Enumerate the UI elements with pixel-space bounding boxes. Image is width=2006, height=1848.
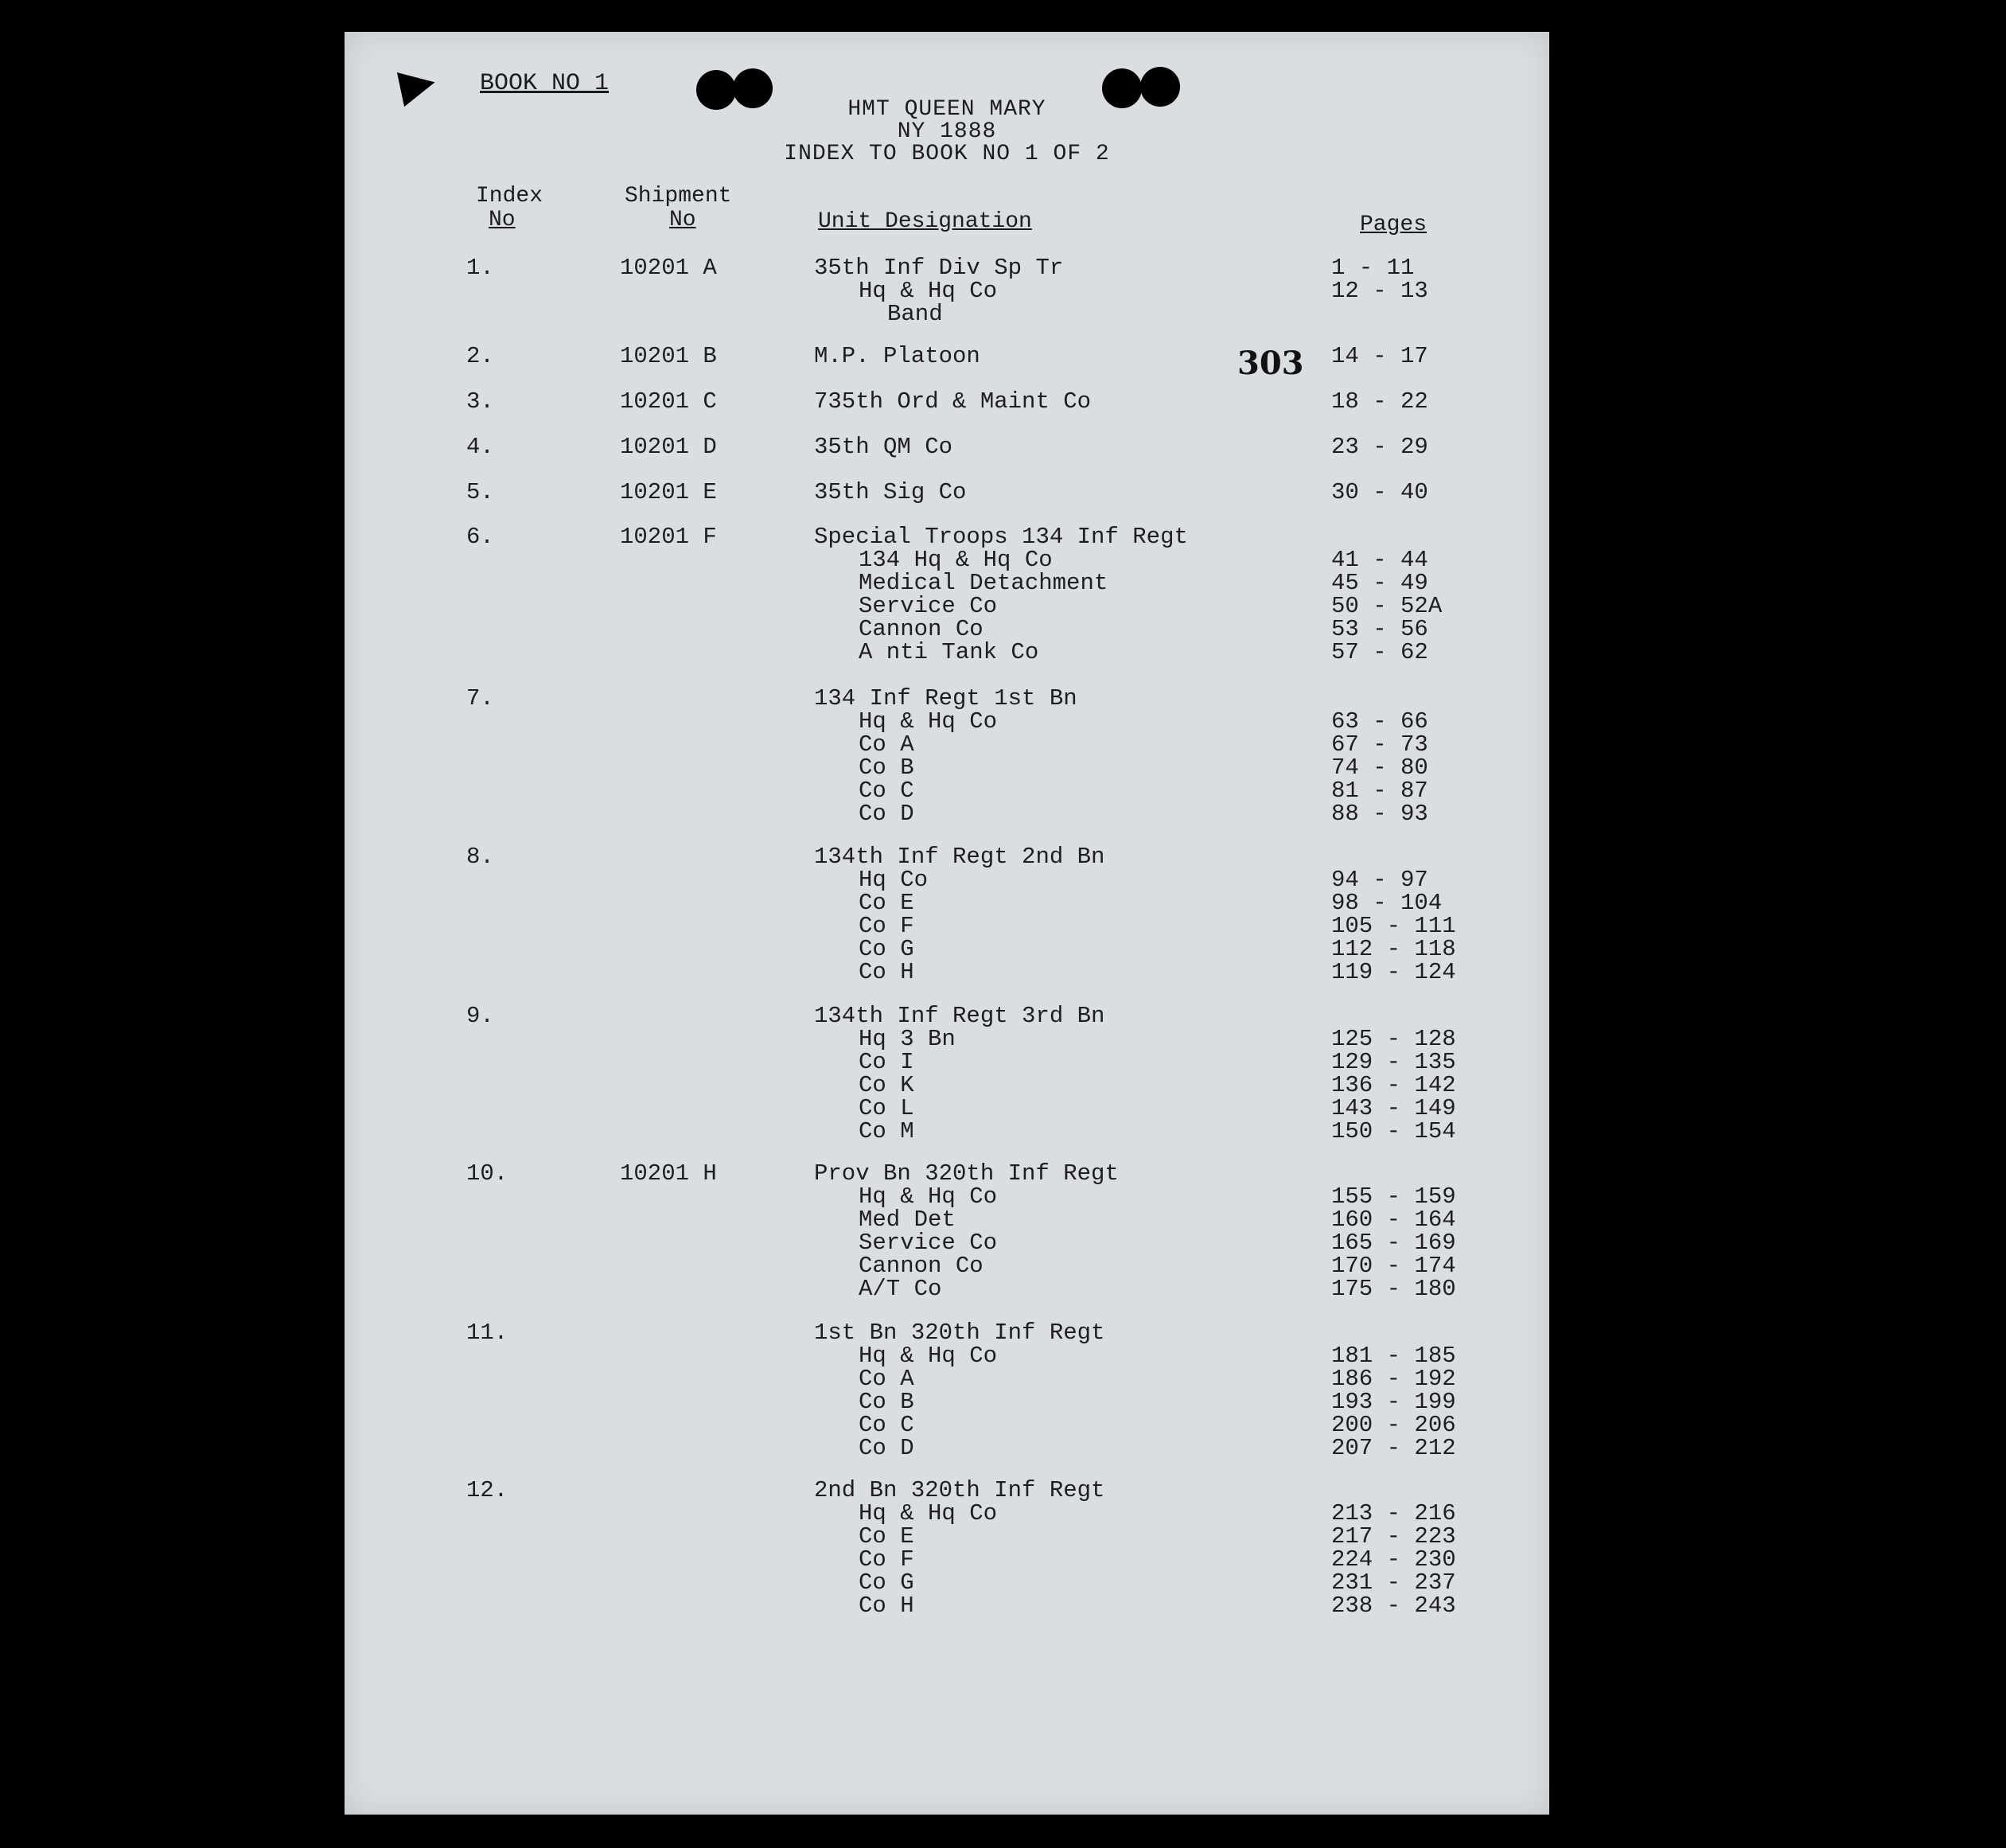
sub-unit-name: Co H <box>859 959 914 985</box>
sub-unit-name: Co L <box>859 1095 914 1121</box>
unit-name: 35th Inf Div Sp Tr <box>814 255 1064 281</box>
sub-page-range: 129 - 135 <box>1331 1049 1456 1075</box>
unit-name: 35th QM Co <box>814 434 953 460</box>
page-range <box>1331 525 1522 548</box>
entry-shipment: 10201 D <box>620 434 717 460</box>
sub-page-range: 63 - 66 <box>1331 708 1428 735</box>
entry-unit <box>814 845 1104 984</box>
sub-unit-name: Co D <box>859 801 914 827</box>
entry-pages <box>1331 345 1522 368</box>
sub-page-range: 125 - 128 <box>1331 1026 1456 1052</box>
sub-unit-name: Cannon Co <box>859 1253 984 1279</box>
page-range <box>1331 687 1522 710</box>
unit-name: 1st Bn 320th Inf Regt <box>814 1320 1105 1346</box>
sub-unit-name: Band <box>887 301 943 327</box>
sub-unit-name: Cannon Co <box>859 616 984 642</box>
entry-index: 7. <box>466 685 494 712</box>
entry-pages <box>1331 481 1522 504</box>
unit-name: 735th Ord & Maint Co <box>814 388 1092 415</box>
sub-unit-name: Co B <box>859 1389 914 1415</box>
sub-unit-name: Hq & Hq Co <box>859 278 998 304</box>
entry-unit <box>814 1004 1104 1143</box>
entry-pages <box>1331 1479 1522 1617</box>
entry-unit <box>814 481 966 504</box>
sub-page-range: 88 - 93 <box>1331 801 1428 827</box>
sub-unit-name: Co B <box>859 754 914 781</box>
entry-unit <box>814 1162 1119 1300</box>
entry-unit <box>814 435 952 458</box>
page-range <box>1331 1004 1522 1027</box>
sub-page-range: 165 - 169 <box>1331 1230 1456 1256</box>
column-header-index: Index No <box>476 184 543 232</box>
unit-name: 2nd Bn 320th Inf Regt <box>814 1477 1105 1503</box>
unit-name: Prov Bn 320th Inf Regt <box>814 1160 1119 1187</box>
page-range: 23 - 29 <box>1331 434 1428 460</box>
entry-index: 2. <box>466 343 494 369</box>
entry-unit <box>814 687 1077 825</box>
sub-unit-name: Service Co <box>859 593 998 619</box>
entry-unit <box>814 345 980 368</box>
entry-shipment: 10201 B <box>620 343 717 369</box>
sub-page-range: 186 - 192 <box>1331 1366 1456 1392</box>
column-header-shipment: Shipment No <box>625 184 732 232</box>
entry-index: 1. <box>466 255 494 281</box>
page-range <box>1331 1321 1522 1344</box>
sub-unit-name: Co F <box>859 913 914 939</box>
page-range <box>1331 845 1522 868</box>
entry-pages <box>1331 435 1522 458</box>
entry-pages <box>1331 687 1522 825</box>
sub-unit-name: Co I <box>859 1049 914 1075</box>
stamp-number: 303 <box>1237 345 1304 382</box>
sub-page-range: 213 - 216 <box>1331 1500 1456 1526</box>
unit-name: 35th Sig Co <box>814 479 967 505</box>
sub-page-range: 217 - 223 <box>1331 1523 1456 1550</box>
sub-page-range: 81 - 87 <box>1331 778 1428 804</box>
entry-index: 3. <box>466 388 494 415</box>
sub-unit-name: Co H <box>859 1593 914 1619</box>
entry-index: 5. <box>466 479 494 505</box>
sub-unit-name: Co E <box>859 1523 914 1550</box>
header-title: INDEX TO BOOK NO 1 OF 2 <box>784 142 1110 166</box>
sub-page-range: 160 - 164 <box>1331 1207 1456 1233</box>
entry-index: 9. <box>466 1003 494 1029</box>
sub-unit-name: Co K <box>859 1072 914 1098</box>
sub-page-range: 193 - 199 <box>1331 1389 1456 1415</box>
sub-page-range: 224 - 230 <box>1331 1546 1456 1573</box>
sub-page-range <box>1331 302 1522 326</box>
page-range: 1 - 11 <box>1331 255 1415 281</box>
entry-pages <box>1331 525 1522 664</box>
unit-name: 134th Inf Regt 3rd Bn <box>814 1003 1105 1029</box>
sub-unit-name: Co M <box>859 1118 914 1144</box>
sub-unit-name: Co A <box>859 731 914 758</box>
sub-page-range: 105 - 111 <box>1331 913 1456 939</box>
sub-page-range: 12 - 13 <box>1331 278 1428 304</box>
column-header-unit: Unit Designation <box>818 209 1032 234</box>
document-page <box>345 32 1549 1815</box>
sub-page-range: 238 - 243 <box>1331 1593 1456 1619</box>
sub-page-range: 143 - 149 <box>1331 1095 1456 1121</box>
entry-unit <box>814 525 1188 664</box>
sub-unit-name: Medical Detachment <box>859 570 1108 596</box>
sub-page-range: 119 - 124 <box>1331 959 1456 985</box>
sub-unit-name: Co E <box>859 890 914 916</box>
sub-unit-name: Co C <box>859 778 914 804</box>
page-range: 14 - 17 <box>1331 343 1428 369</box>
entry-index: 8. <box>466 844 494 870</box>
sub-page-range: 150 - 154 <box>1331 1118 1456 1144</box>
sub-page-range: 181 - 185 <box>1331 1343 1456 1369</box>
page-range: 18 - 22 <box>1331 388 1428 415</box>
sub-page-range: 74 - 80 <box>1331 754 1428 781</box>
sub-unit-name: Co A <box>859 1366 914 1392</box>
unit-name: M.P. Platoon <box>814 343 980 369</box>
sub-unit-name: Hq & Hq Co <box>859 1343 998 1369</box>
sub-page-range: 207 - 212 <box>1331 1435 1456 1461</box>
sub-unit-name: Hq 3 Bn <box>859 1026 956 1052</box>
column-header-pages: Pages <box>1360 212 1428 237</box>
sub-page-range: 155 - 159 <box>1331 1183 1456 1210</box>
sub-page-range: 45 - 49 <box>1331 570 1428 596</box>
entry-unit <box>814 1321 1104 1460</box>
sub-unit-name: Co D <box>859 1435 914 1461</box>
entry-shipment: 10201 E <box>620 479 717 505</box>
sub-unit-name: Hq & Hq Co <box>859 1500 998 1526</box>
sub-unit-name: Co F <box>859 1546 914 1573</box>
page-range: 30 - 40 <box>1331 479 1428 505</box>
sub-unit-name: Med Det <box>859 1207 956 1233</box>
entry-shipment: 10201 F <box>620 524 717 550</box>
sub-page-range: 41 - 44 <box>1331 547 1428 573</box>
entry-index: 6. <box>466 524 494 550</box>
sub-page-range: 67 - 73 <box>1331 731 1428 758</box>
entry-unit <box>814 390 1091 413</box>
sub-unit-name: Co C <box>859 1412 914 1438</box>
sub-unit-name: 134 Hq & Hq Co <box>859 547 1053 573</box>
entry-pages <box>1331 1004 1522 1143</box>
entry-index: 4. <box>466 434 494 460</box>
entry-pages <box>1331 390 1522 413</box>
sub-page-range: 136 - 142 <box>1331 1072 1456 1098</box>
page-range <box>1331 1162 1522 1185</box>
entry-shipment: 10201 C <box>620 388 717 415</box>
page-range <box>1331 1479 1522 1502</box>
sub-page-range: 57 - 62 <box>1331 639 1428 665</box>
sub-unit-name: Co G <box>859 1569 914 1596</box>
sub-page-range: 175 - 180 <box>1331 1276 1456 1302</box>
sub-page-range: 50 - 52A <box>1331 593 1443 619</box>
entry-unit <box>814 1479 1104 1617</box>
sub-page-range: 98 - 104 <box>1331 890 1443 916</box>
entry-shipment: 10201 A <box>620 255 717 281</box>
entry-unit <box>814 256 1063 326</box>
sub-unit-name: Hq & Hq Co <box>859 1183 998 1210</box>
sub-page-range: 200 - 206 <box>1331 1412 1456 1438</box>
entry-index: 12. <box>466 1477 508 1503</box>
header-ship: HMT QUEEN MARY <box>847 97 1046 122</box>
sub-page-range: 94 - 97 <box>1331 867 1428 893</box>
sub-unit-name: Service Co <box>859 1230 998 1256</box>
entry-shipment: 10201 H <box>620 1160 717 1187</box>
entry-index: 11. <box>466 1320 508 1346</box>
header-port: NY 1888 <box>897 119 997 144</box>
entry-index: 10. <box>466 1160 508 1187</box>
sub-unit-name: Hq Co <box>859 867 929 893</box>
entry-pages <box>1331 845 1522 984</box>
unit-name: 134th Inf Regt 2nd Bn <box>814 844 1105 870</box>
book-label: BOOK NO 1 <box>480 70 610 97</box>
unit-name: 134 Inf Regt 1st Bn <box>814 685 1077 712</box>
sub-unit-name: A/T Co <box>859 1276 942 1302</box>
unit-name: Special Troops 134 Inf Regt <box>814 524 1188 550</box>
sub-page-range: 231 - 237 <box>1331 1569 1456 1596</box>
entry-pages <box>1331 1162 1522 1300</box>
sub-page-range: 170 - 174 <box>1331 1253 1456 1279</box>
sub-page-range: 112 - 118 <box>1331 936 1456 962</box>
entry-pages <box>1331 1321 1522 1460</box>
sub-page-range: 53 - 56 <box>1331 616 1428 642</box>
sub-unit-name: Co G <box>859 936 914 962</box>
sub-unit-name: Hq & Hq Co <box>859 708 998 735</box>
sub-unit-name: A nti Tank Co <box>859 639 1039 665</box>
entry-pages <box>1331 256 1522 326</box>
